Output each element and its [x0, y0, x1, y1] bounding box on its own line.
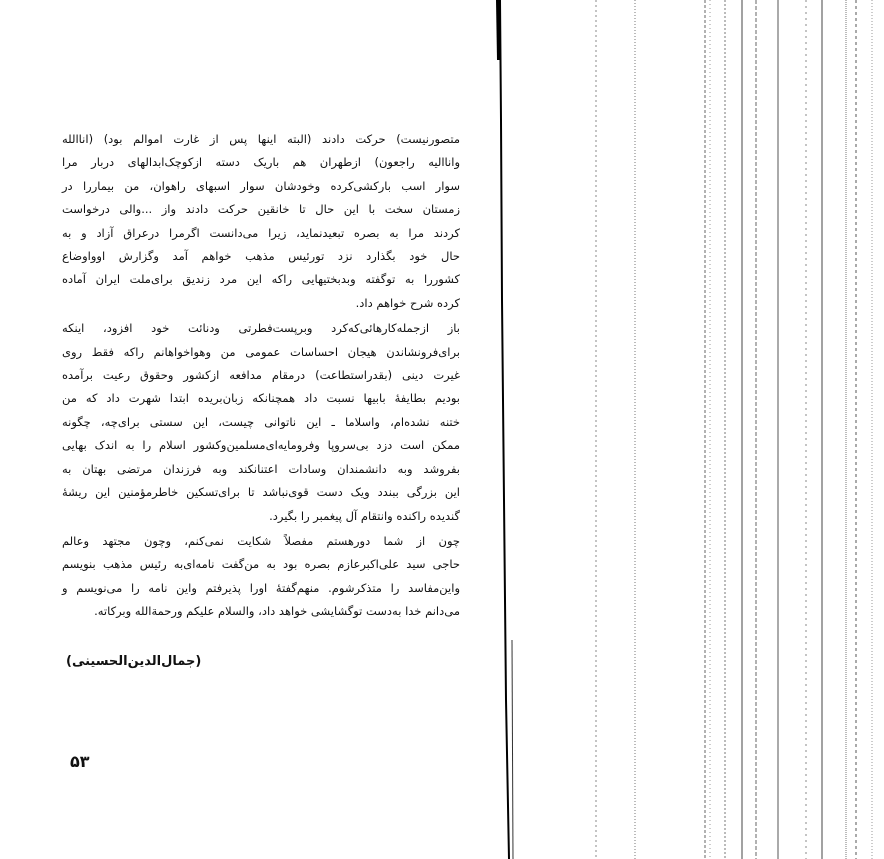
text-line: بفروشد وبه دانشمندان وسادات اعتنانکند وبه فرزندان مرتضی بهتان به	[62, 461, 460, 476]
text-line: برای‌فرونشاندن هیجان احساسات عمومی من وهواخواهانم راکه فقط روی	[62, 344, 460, 359]
text-line: سوار اسب بارکشی‌کرده وخودشان سوار اسبهای راهوان، من بیماررا در	[62, 178, 460, 193]
paragraph-2	[62, 317, 460, 528]
text-line: چون از شما دورهستم مفصلاً شکایت نمی‌کنم، وچون مجتهد وعالم	[62, 533, 460, 548]
facing-page-edge-lines	[560, 0, 884, 859]
text-line: کردند مرا به بصره تبعیدنماید، زیرا می‌دانست اگرمرا درعراق آزاد و به	[62, 225, 460, 240]
book-gutter-edge	[494, 0, 516, 859]
page-number: ۵۳	[70, 752, 90, 771]
text-line: غیرت دینی (بقدراستطاعت) درمقام مدافعه ازکشور وحقوق رعیت برآمده	[62, 368, 460, 383]
paragraph-1	[62, 128, 460, 315]
text-line: کرده شرح خواهم داد.	[355, 295, 460, 310]
text-line: گندیده راکنده وانتقام آل پیغمبر را بگیرد.	[269, 508, 460, 523]
text-line: حاجی سید علی‌اکبرعازم بصره بود به من‌گفت نامه‌ای‌به رئیس مذهب بنویسم	[62, 557, 460, 572]
text-line: واین‌مفاسد را متذکرشوم. منهم‌گفتهٔ اورا پذیرفتم واین نامه را می‌نویسم و	[62, 580, 460, 595]
text-line: کشوررا به توگفته وبدبختیهایی راکه این مرد زندیق برای‌ملت ایران آماده	[62, 272, 460, 287]
letter-body	[62, 128, 460, 624]
text-line: بودیم بطایفهٔ بابیها نسبت داد همچنانکه زبان‌بریده ابتدا شهرت داد که من	[62, 391, 460, 406]
text-line: ختنه نشده‌ام، واسلاما ـ این ناتوانی چیست، این سستی برای‌چه، چگونه	[62, 414, 460, 429]
text-line: ممکن است دزد بی‌سروپا وفرومایه‌ای‌مسلمین‌وکشور اسلام را به اندک بهایی	[62, 438, 460, 453]
text-line: باز ازجمله‌کارهائی‌که‌کرد وبرپست‌فطرتی ودنائت خود افزود، اینکه	[62, 321, 460, 336]
text-line: می‌دانم خدا به‌دست توگشایشی خواهد داد، والسلام علیکم ورحمةالله وبرکاته.	[94, 604, 460, 619]
paragraph-3	[62, 530, 460, 624]
text-line: این بزرگی ببندد ویک دست قوی‌نباشد تا برای‌تسکین خاطرمؤمنین این ریشهٔ	[62, 485, 460, 500]
signature: (جمال‌الدین‌الحسینی)	[66, 654, 202, 669]
text-line: وانااليه راجعون) ازطهران هم باریک دسته ازکوچک‌ابدالهای دربار مرا	[62, 155, 460, 170]
text-line: متصورنیست) حرکت دادند (البته اینها پس از غارت اموالم بود) (اناالله	[62, 132, 460, 146]
text-line: زمستان سخت با این حال تا خانقین حرکت دادند واز ...والی درخواست	[62, 202, 460, 217]
text-line: حال خود بگذارد نزد تورئیس مذهب خواهم آمد وگزارش اوواوضاع	[62, 249, 460, 264]
